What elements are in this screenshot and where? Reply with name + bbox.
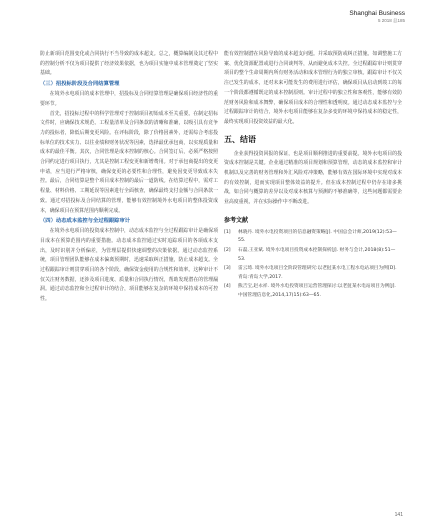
reference-number: [2] [224,248,231,254]
paragraph: 防止新项目范围变化或合同执行不当导致的成本超支。总之，概算编制及其过程中的控制分析不仅为项目提供了经济效果依据，也为项目实施中成本管理奠定了坚实基础。 [40,51,218,77]
subsection-heading: （四）动态成本监控与全过程跟踪审计 [40,218,131,225]
right-column [224,50,402,302]
reference-text: 熊吉宝,赵永祥. 境外水电投资项目运营管理探讨:以老挝某水电站项目为例[J]. 中国管理信息化,2014,17(15):63—65. [238,284,396,298]
left-column [40,50,218,305]
reference-number: [1] [224,229,231,235]
references-heading: 参考文献 [224,216,249,224]
reference-number: [4] [224,284,231,290]
paragraph: 企业获得投资回报的保证，也是项目顺利推进的重要前提。境外水电项目的投资成本控制是关键。企业通过精准的项目规划和预算管理，动态的成本监控和审计机制以及完善的财务管理和外汇风险对冲策略，能够有效在国际环境中实现对成本的有效控制，进而实现项目整体效益的提升。但在成本控制过程中仍存在诸多挑战，如合同与概算的差异以及对成本核算与预测的不够准确等，这些问题都需要企业高度重视，并在实际操作中不断改进。 [224,150,402,206]
page-number: 141 [394,512,403,518]
reference-text: 林晓丹. 境外水电投资项目的信息融资策略[J]. 中国总会计师,2019(12):53—55. [238,229,397,244]
paragraph: 在境外水电项目的成本管理中，招投标及合同结算管理是确保项目经济性的重要环节。 [40,91,218,107]
reference-list [224,229,402,301]
reference-item [224,283,402,300]
reference-item [224,229,402,246]
paragraph: 在境外水电项目的投资成本控制中，动态成本监控与全过程跟踪审计是确保项目成本在预算范围内的重要措施。动态成本监控通过实时追踪项目的各项成本支出，及时识别并分析偏差，为管理层提供快速调整的决策依据。通过动态监控系统，项目管理团队能够在成本偏离预期时，迅速采取纠正措施，防止成本超支。全过程跟踪审计则贯穿项目的各个阶段，确保资金使用的合规性和效率。这种审计不仅关注财务数据，还涉及项目进度、质量和合同执行情况，帮助发现潜在的管理漏洞。通过动态监控和全过程审计的结合，项目能够在复杂的环境中保持成本的可控性。 [40,228,218,303]
page-header [349,10,405,24]
reference-number: [3] [224,266,231,272]
subsection-heading: （三）招投标阶段及合同结算管理 [40,81,120,88]
journal-brand: Shanghai Business [349,10,405,17]
paragraph: 能有效控制潜在风险导致的成本超支问题。并采取预防或纠正措施。如调整施工方案、优化资源配置或进行合同谈判等，从而避免成本失控。全过程跟踪审计则贯穿项目的整个生命周期内所有财务活动和成本管理行为的独立审核。跟踪审计不仅关注已发生的成本，还对未来可能发生的费用进行评估，确保项目从启动到竣工的每一个阶段都遵循既定的成本控制原则。审计过程中的独立性和客观性，能够有效防范财务风险和成本舞弊，确保项目成本的合理性和透明度。通过动态成本监控与全过程跟踪审计的结合，境外水电项目能够在复杂多变的环境中保持成本的稳定性，最终实现项目投资效益的最大化。 [224,51,402,125]
reference-text: 石磊,王亚斌. 境外水电项目投资成本控制探析[J]. 财务与会计,2018(8):51—53. [238,248,396,262]
section-heading: 五、结语 [224,134,256,144]
reference-item [224,247,402,264]
reference-text: 雷云琦. 境外水电项目全阶段管理研究:以老挝某水电工程水电站项目为例[D]. 青岛:青岛大学,2017. [238,266,397,280]
reference-item [224,265,402,282]
issue-number: 5 2018 总185 [377,18,405,23]
paragraph: 首先，招投标过程中的科学管理对于控制项目初始成本至关重要。在制定招标文件时，应确保技术规范、工程量清单及合同条款的清晰和准确，以吸引具有竞争力的投标者，降低后期变更风险。在评标阶段，除了价格因素外，还需综合考虑投标单位的技术实力、以往业绩和财务状况等因素，选择最优承包商，以实现质量和成本的最佳平衡。其次，合同管理是成本控制的核心。合同签订后，必须严格按照合同约定进行项目执行，尤其是控制工程变更和新增费用。对于承包商提出的变更申请，应当进行严格审核，确保变更的必要性和合理性，避免因变更导致成本失控。最后，合同结算是整个项目成本控制的最后一道防线。在结算过程中，需对工程量、材料价格、工期延误等因素进行全面核查，确保最终支付金额与合同条款一致。通过对招投标及合同结算的管理，能够有效控制境外水电项目的整体投资成本，确保项目在预算范围内顺利完成。 [40,110,218,214]
